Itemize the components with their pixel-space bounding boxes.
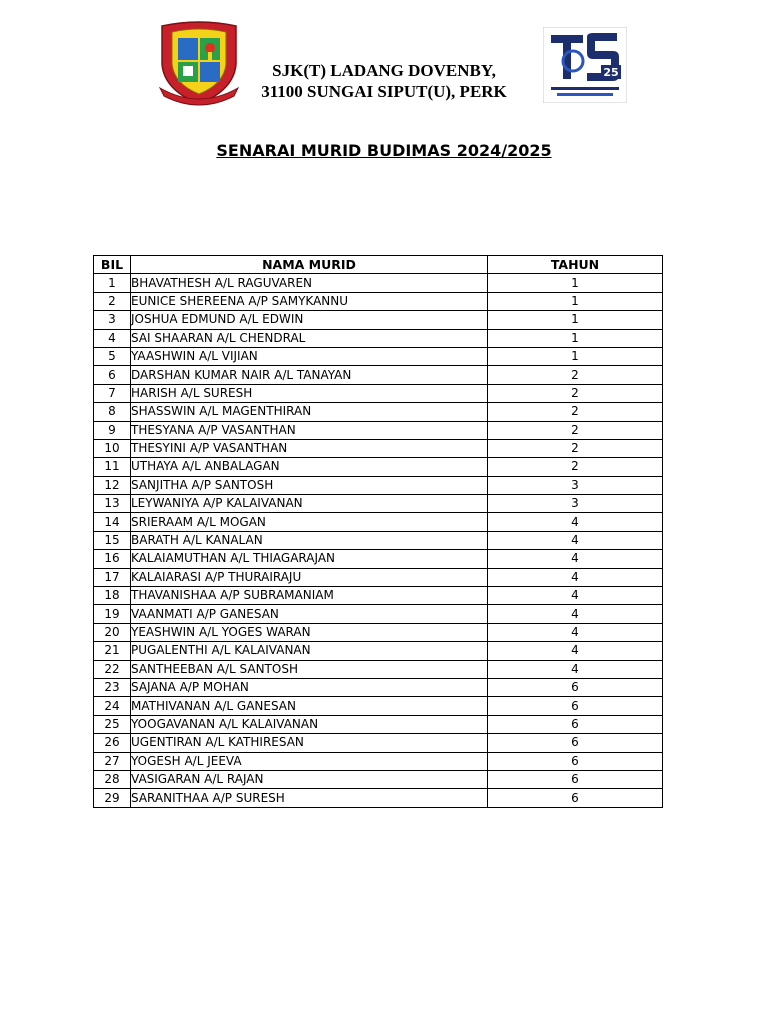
- school-address-line: 31100 SUNGAI SIPUT(U), PERK: [261, 82, 507, 101]
- row-number: 5: [94, 347, 131, 365]
- row-number: 18: [94, 587, 131, 605]
- table-row: [94, 697, 663, 715]
- table-header-row: [94, 256, 663, 274]
- row-number: 13: [94, 495, 131, 513]
- table-row: [94, 550, 663, 568]
- student-year: 4: [488, 605, 663, 623]
- student-year: 6: [488, 734, 663, 752]
- student-year: 2: [488, 384, 663, 402]
- table-row: [94, 568, 663, 586]
- row-number: 11: [94, 458, 131, 476]
- row-number: 19: [94, 605, 131, 623]
- student-year: 1: [488, 274, 663, 292]
- student-name: PUGALENTHI A/L KALAIVANAN: [131, 642, 488, 660]
- student-name: JOSHUA EDMUND A/L EDWIN: [131, 311, 488, 329]
- student-year: 6: [488, 678, 663, 696]
- table-row: [94, 495, 663, 513]
- row-number: 23: [94, 678, 131, 696]
- student-year: 4: [488, 513, 663, 531]
- column-header-nama-murid: NAMA MURID: [131, 256, 488, 274]
- table-row: [94, 329, 663, 347]
- row-number: 2: [94, 292, 131, 310]
- student-name: THAVANISHAA A/P SUBRAMANIAM: [131, 587, 488, 605]
- table-row: [94, 623, 663, 641]
- student-year: 4: [488, 550, 663, 568]
- student-year: 3: [488, 476, 663, 494]
- table-row: [94, 384, 663, 402]
- student-name: SAJANA A/P MOHAN: [131, 678, 488, 696]
- table-row: [94, 403, 663, 421]
- column-header-bil: BIL: [94, 256, 131, 274]
- row-number: 3: [94, 311, 131, 329]
- student-name: VASIGARAN A/L RAJAN: [131, 770, 488, 788]
- table-row: [94, 587, 663, 605]
- table-row: [94, 660, 663, 678]
- student-name: SAI SHAARAN A/L CHENDRAL: [131, 329, 488, 347]
- row-number: 16: [94, 550, 131, 568]
- student-name: YEASHWIN A/L YOGES WARAN: [131, 623, 488, 641]
- student-year: 1: [488, 292, 663, 310]
- student-name: BARATH A/L KANALAN: [131, 531, 488, 549]
- student-year: 4: [488, 587, 663, 605]
- row-number: 12: [94, 476, 131, 494]
- student-name: UTHAYA A/L ANBALAGAN: [131, 458, 488, 476]
- row-number: 10: [94, 439, 131, 457]
- table-row: [94, 476, 663, 494]
- student-name: THESYINI A/P VASANTHAN: [131, 439, 488, 457]
- student-name: LEYWANIYA A/P KALAIVANAN: [131, 495, 488, 513]
- column-header-tahun: TAHUN: [488, 256, 663, 274]
- student-name: EUNICE SHEREENA A/P SAMYKANNU: [131, 292, 488, 310]
- row-number: 4: [94, 329, 131, 347]
- table-row: [94, 274, 663, 292]
- student-list-table: [93, 255, 663, 808]
- table-row: [94, 531, 663, 549]
- student-name: YAASHWIN A/L VIJIAN: [131, 347, 488, 365]
- table-row: [94, 715, 663, 733]
- student-year: 4: [488, 642, 663, 660]
- school-name-line1: SJK(T) LADANG DOVENBY,: [272, 61, 496, 80]
- student-name: SHASSWIN A/L MAGENTHIRAN: [131, 403, 488, 421]
- student-name: KALAIARASI A/P THURAIRAJU: [131, 568, 488, 586]
- student-name: SRIERAAM A/L MOGAN: [131, 513, 488, 531]
- row-number: 25: [94, 715, 131, 733]
- table-row: [94, 678, 663, 696]
- student-year: 1: [488, 329, 663, 347]
- student-year: 6: [488, 697, 663, 715]
- table-row: [94, 311, 663, 329]
- student-name: SARANITHAA A/P SURESH: [131, 789, 488, 807]
- table-row: [94, 752, 663, 770]
- student-year: 4: [488, 568, 663, 586]
- student-year: 4: [488, 623, 663, 641]
- student-name: SANJITHA A/P SANTOSH: [131, 476, 488, 494]
- student-year: 2: [488, 403, 663, 421]
- table-row: [94, 458, 663, 476]
- table-row: [94, 366, 663, 384]
- student-year: 2: [488, 421, 663, 439]
- ts25-emblem-icon: [543, 27, 627, 103]
- document-title: SENARAI MURID BUDIMAS 2024/2025: [216, 141, 552, 160]
- row-number: 21: [94, 642, 131, 660]
- table-row: [94, 789, 663, 807]
- table-row: [94, 292, 663, 310]
- row-number: 26: [94, 734, 131, 752]
- row-number: 6: [94, 366, 131, 384]
- student-name: YOGESH A/L JEEVA: [131, 752, 488, 770]
- student-name: DARSHAN KUMAR NAIR A/L TANAYAN: [131, 366, 488, 384]
- row-number: 17: [94, 568, 131, 586]
- row-number: 9: [94, 421, 131, 439]
- row-number: 29: [94, 789, 131, 807]
- student-year: 2: [488, 439, 663, 457]
- student-year: 4: [488, 660, 663, 678]
- table-row: [94, 347, 663, 365]
- row-number: 27: [94, 752, 131, 770]
- row-number: 8: [94, 403, 131, 421]
- table-row: [94, 439, 663, 457]
- row-number: 20: [94, 623, 131, 641]
- table-row: [94, 605, 663, 623]
- table-row: [94, 642, 663, 660]
- student-name: HARISH A/L SURESH: [131, 384, 488, 402]
- student-name: SANTHEEBAN A/L SANTOSH: [131, 660, 488, 678]
- row-number: 22: [94, 660, 131, 678]
- student-year: 3: [488, 495, 663, 513]
- student-year: 6: [488, 770, 663, 788]
- row-number: 14: [94, 513, 131, 531]
- row-number: 24: [94, 697, 131, 715]
- student-name: MATHIVANAN A/L GANESAN: [131, 697, 488, 715]
- student-year: 6: [488, 752, 663, 770]
- student-year: 2: [488, 366, 663, 384]
- student-year: 2: [488, 458, 663, 476]
- row-number: 15: [94, 531, 131, 549]
- student-name: KALAIAMUTHAN A/L THIAGARAJAN: [131, 550, 488, 568]
- student-year: 1: [488, 347, 663, 365]
- row-number: 28: [94, 770, 131, 788]
- table-row: [94, 513, 663, 531]
- table-row: [94, 421, 663, 439]
- student-name: VAANMATI A/P GANESAN: [131, 605, 488, 623]
- school-name: [244, 60, 524, 102]
- student-name: THESYANA A/P VASANTHAN: [131, 421, 488, 439]
- school-crest-icon: [154, 20, 244, 106]
- emblem-number: 25: [603, 66, 619, 79]
- row-number: 1: [94, 274, 131, 292]
- student-year: 6: [488, 715, 663, 733]
- student-name: UGENTIRAN A/L KATHIRESAN: [131, 734, 488, 752]
- table-row: [94, 770, 663, 788]
- row-number: 7: [94, 384, 131, 402]
- student-year: 6: [488, 789, 663, 807]
- table-row: [94, 734, 663, 752]
- student-year: 4: [488, 531, 663, 549]
- student-name: YOOGAVANAN A/L KALAIVANAN: [131, 715, 488, 733]
- student-name: BHAVATHESH A/L RAGUVAREN: [131, 274, 488, 292]
- student-year: 1: [488, 311, 663, 329]
